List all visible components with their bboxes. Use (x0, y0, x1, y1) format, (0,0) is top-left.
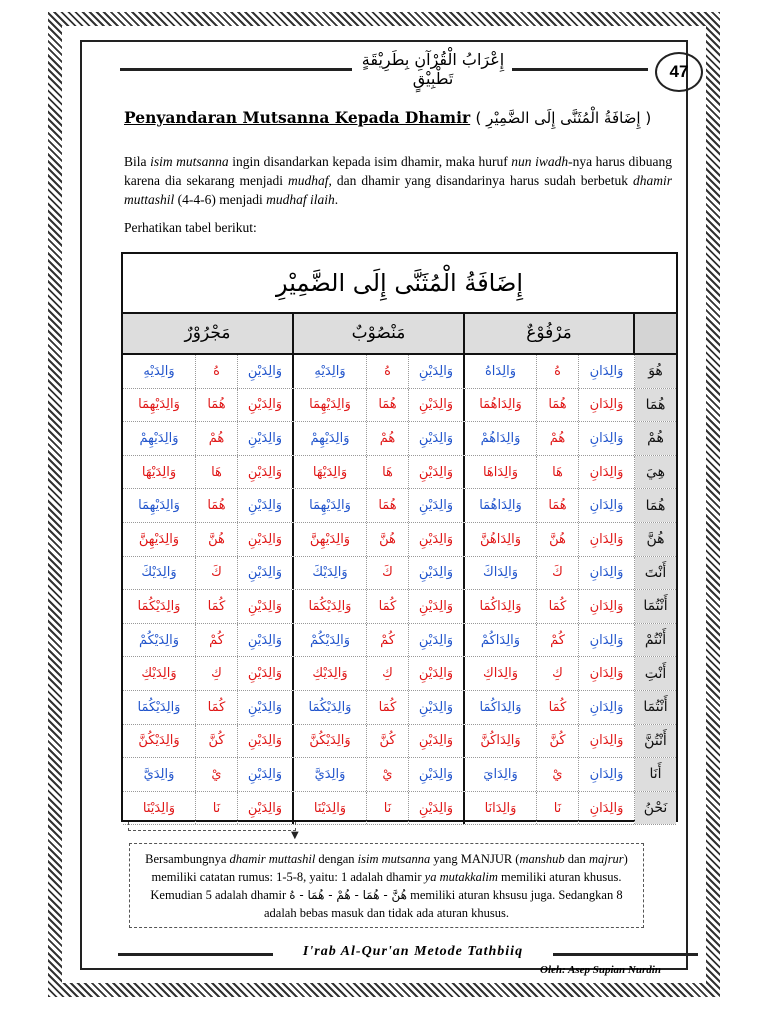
table-cell: هُمَا (537, 489, 579, 522)
table-row (123, 523, 676, 557)
table-cell: هُمْ (537, 422, 579, 455)
table-cell: وَالِدَاهُنَّ (465, 523, 537, 556)
table-cell: وَالِدَانِ (579, 691, 635, 724)
table-cell: وَالِدَيْنِ (409, 624, 465, 657)
table-cell: وَالِدَيْنِ (409, 792, 465, 825)
table-cell: هُنَّ (196, 523, 238, 556)
table-cell: وَالِدَيَّ (123, 758, 196, 791)
table-cell: وَالِدَيْنِ (238, 725, 294, 758)
table-cell: كُمَا (537, 691, 579, 724)
grammar-table (121, 252, 678, 822)
section-heading (124, 108, 684, 127)
pronoun-cell: أَنْتُمَا (635, 691, 676, 724)
para-text: . (334, 192, 339, 207)
group-manshub: مَنْصُوْبٌ (294, 314, 465, 353)
table-row (123, 792, 676, 826)
header-rule-right (512, 68, 648, 71)
pronoun-cell: أَنْتُنَّ (635, 725, 676, 758)
table-cell: وَالِدَيْكَ (294, 557, 367, 590)
table-cell: وَالِدَيْكُمَا (123, 691, 196, 724)
table-cell: وَالِدَيْهِمَا (294, 389, 367, 422)
table-cell: وَالِدَانِ (579, 657, 635, 690)
table-cell: وَالِدَانِ (579, 758, 635, 791)
table-cell: هُمَا (367, 389, 409, 422)
table-cell: هُ (537, 355, 579, 388)
table-cell: نَا (537, 792, 579, 825)
table-cell: وَالِدَيْنِ (238, 792, 294, 825)
para-italic: dhamir muttashil (124, 173, 672, 207)
table-row (123, 657, 676, 691)
table-cell: وَالِدَيْنِ (409, 389, 465, 422)
para-italic: nun iwadh (511, 154, 569, 169)
table-cell: وَالِدَيْهِ (294, 355, 367, 388)
table-cell: نَا (196, 792, 238, 825)
fn-text: memiliki aturan khusus. Kemudian 5 adalah dhamir (150, 870, 622, 902)
table-cell: وَالِدَيْنِ (238, 590, 294, 623)
table-cell: وَالِدَيْنِ (409, 456, 465, 489)
table-cell: يْ (537, 758, 579, 791)
header-bar (120, 50, 650, 90)
table-cell: كَ (367, 557, 409, 590)
table-row (123, 691, 676, 725)
table-cell: هُ (196, 355, 238, 388)
table-cell: كُمْ (537, 624, 579, 657)
table-cell: وَالِدَيْهَا (123, 456, 196, 489)
table-intro: Perhatikan tabel berikut: (124, 220, 257, 235)
table-cell: وَالِدَيْنِ (238, 624, 294, 657)
table-row (123, 557, 676, 591)
para-italic: isim mutsanna (150, 154, 229, 169)
table-cell: وَالِدَيْنِ (409, 523, 465, 556)
pronoun-cell: هُمْ (635, 422, 676, 455)
table-cell: هُنَّ (537, 523, 579, 556)
table-cell: هُنَّ (367, 523, 409, 556)
table-cell: هُمْ (367, 422, 409, 455)
table-cell: وَالِدَيْنِ (238, 657, 294, 690)
table-cell: هُمْ (196, 422, 238, 455)
footer-rule-right (553, 953, 698, 956)
table-cell: هُمَا (196, 389, 238, 422)
table-cell: وَالِدَاكَ (465, 557, 537, 590)
table-cell: وَالِدَيْهَا (294, 456, 367, 489)
pronoun-cell: هُوَ (635, 355, 676, 388)
footer-author: Oleh: Asep Supian Nurdin (540, 964, 661, 976)
table-cell: وَالِدَاكُمْ (465, 624, 537, 657)
table-cell: وَالِدَيْنِ (238, 758, 294, 791)
fn-italic: ya mutakkalim (424, 870, 498, 884)
table-cell: وَالِدَيْنِ (238, 422, 294, 455)
table-cell: وَالِدَاكِ (465, 657, 537, 690)
footer-bar (118, 944, 698, 964)
table-cell: كُمَا (196, 590, 238, 623)
table-row (123, 456, 676, 490)
para-italic: mudhaf (288, 173, 329, 188)
table-cell: كُمَا (196, 691, 238, 724)
fn-arabic: هُنَّ - هُمَا - هُمْ - هُمَا - هُ (289, 888, 407, 902)
table-cell: وَالِدَيْنِ (238, 523, 294, 556)
table-cell: وَالِدَيْنِ (238, 691, 294, 724)
table-row (123, 389, 676, 423)
para-italic: mudhaf ilaih (266, 192, 335, 207)
table-cell: وَالِدَيْهِمْ (123, 422, 196, 455)
fn-text: dan (564, 852, 589, 866)
table-cell: وَالِدَيْهِنَّ (123, 523, 196, 556)
heading-arabic: ( إِضَافَةُ الْمُثَنَّى إِلَى الضَّمِيْرِ ) (475, 109, 652, 127)
table-cell: كِ (367, 657, 409, 690)
fn-italic: manshub (519, 852, 565, 866)
fn-text: ) memiliki catatan rumus: 1-5-8, yaitu: 1 adalah dhamir (151, 852, 628, 884)
table-body (123, 355, 676, 825)
table-cell: يْ (367, 758, 409, 791)
pronoun-cell: أَنَا (635, 758, 676, 791)
table-cell: وَالِدَيْنِ (238, 557, 294, 590)
pronoun-cell: هُمَا (635, 389, 676, 422)
table-cell: وَالِدَيْنِ (409, 590, 465, 623)
table-cell: وَالِدَيْكُمْ (294, 624, 367, 657)
table-cell: وَالِدَيْهِمَا (294, 489, 367, 522)
table-cell: وَالِدَانِ (579, 456, 635, 489)
fn-italic: majrur (588, 852, 624, 866)
table-cell: وَالِدَاهُمْ (465, 422, 537, 455)
fn-text: dengan (315, 852, 358, 866)
fn-text: yang MANJUR ( (430, 852, 520, 866)
page-number: 47 (655, 52, 703, 92)
table-cell: وَالِدَانَا (465, 792, 537, 825)
table-cell: وَالِدَيْنَا (294, 792, 367, 825)
table-cell: وَالِدَانِ (579, 389, 635, 422)
table-cell: وَالِدَيْنِ (409, 725, 465, 758)
table-cell: وَالِدَاكُمَا (465, 691, 537, 724)
pronoun-cell: نَحْنُ (635, 792, 676, 825)
table-cell: وَالِدَيْهِنَّ (294, 523, 367, 556)
table-cell: وَالِدَيْكُنَّ (123, 725, 196, 758)
table-cell: كُمْ (367, 624, 409, 657)
table-row (123, 590, 676, 624)
table-cell: هَا (367, 456, 409, 489)
table-cell: هَا (537, 456, 579, 489)
header-arabic-title: إِعْرَابُ الْقُرْآنِ بِطَرِيْقَةٍ تَطْبِيْقٍ (361, 50, 505, 88)
table-row (123, 422, 676, 456)
pronoun-cell: هُنَّ (635, 523, 676, 556)
table-cell: وَالِدَانِ (579, 725, 635, 758)
group-pronoun-blank (635, 314, 676, 353)
pronoun-cell: أَنْتَ (635, 557, 676, 590)
table-cell: هُ (367, 355, 409, 388)
table-cell: وَالِدَيْكُنَّ (294, 725, 367, 758)
pronoun-cell: هُمَا (635, 489, 676, 522)
table-cell: هُمَا (196, 489, 238, 522)
table-row (123, 758, 676, 792)
table-cell: وَالِدَيْهِمَا (123, 489, 196, 522)
table-cell: وَالِدَيْنِ (409, 557, 465, 590)
heading-latin: Penyandaran Mutsanna Kepada Dhamir (124, 108, 471, 127)
para-text: Bila (124, 154, 151, 169)
table-cell: وَالِدَيْهِمْ (294, 422, 367, 455)
table-cell: وَالِدَانِ (579, 792, 635, 825)
para-text: ingin disandarkan kepada isim dhamir, maka huruf (228, 154, 512, 169)
table-cell: وَالِدَانِ (579, 355, 635, 388)
table-cell: كُنَّ (196, 725, 238, 758)
table-cell: وَالِدَانِ (579, 489, 635, 522)
fn-italic: dhamir muttashil (229, 852, 316, 866)
arrow-down-icon: ▼ (291, 830, 299, 841)
body-paragraph (124, 152, 672, 209)
table-cell: وَالِدَانِ (579, 557, 635, 590)
table-cell: وَالِدَيْكُمَا (294, 691, 367, 724)
table-row (123, 624, 676, 658)
table-cell: وَالِدَاهُمَا (465, 489, 537, 522)
table-cell: وَالِدَيَّ (294, 758, 367, 791)
footer-title: I'rab Al-Qur'an Metode Tathbiiq (302, 944, 524, 959)
table-cell: هُمَا (367, 489, 409, 522)
table-cell: كُنَّ (537, 725, 579, 758)
table-cell: وَالِدَانِ (579, 624, 635, 657)
header-rule-left (120, 68, 352, 71)
table-cell: كِ (196, 657, 238, 690)
table-cell: كُمَا (537, 590, 579, 623)
table-cell: وَالِدَاكُمَا (465, 590, 537, 623)
table-cell: وَالِدَيْهِ (123, 355, 196, 388)
table-cell: وَالِدَيْنِ (238, 355, 294, 388)
fn-text: memiliki aturan khsusu juga. Sedangkan 8 adalah bebas masuk dan tidak ada aturan khusus. (263, 888, 623, 920)
table-title: إِضَافَةُ الْمُثَنَّى إِلَى الضَّمِيْرِ (123, 254, 676, 314)
table-cell: وَالِدَيْكَ (123, 557, 196, 590)
table-cell: كُمَا (367, 691, 409, 724)
table-cell: نَا (367, 792, 409, 825)
table-cell: كُمَا (367, 590, 409, 623)
table-cell: وَالِدَاهُمَا (465, 389, 537, 422)
footer-rule-left (118, 953, 273, 956)
table-row (123, 489, 676, 523)
table-cell: هُمَا (537, 389, 579, 422)
table-group-header (123, 314, 676, 355)
dashed-connector (128, 822, 296, 831)
table-cell: وَالِدَيْنِ (238, 389, 294, 422)
table-cell: وَالِدَاهُ (465, 355, 537, 388)
footnote-box (129, 843, 644, 928)
table-cell: وَالِدَاهَا (465, 456, 537, 489)
table-cell: وَالِدَيْنِ (409, 691, 465, 724)
table-cell: وَالِدَيْنِ (238, 456, 294, 489)
table-cell: وَالِدَيْنِ (409, 657, 465, 690)
table-cell: وَالِدَانِ (579, 523, 635, 556)
fn-italic: isim mutsanna (357, 852, 431, 866)
table-cell: هَا (196, 456, 238, 489)
table-cell: وَالِدَيْنِ (409, 489, 465, 522)
table-cell: يْ (196, 758, 238, 791)
table-cell: وَالِدَيْكُمْ (123, 624, 196, 657)
pronoun-cell: أَنْتِ (635, 657, 676, 690)
fn-text: Bersambungnya (145, 852, 230, 866)
table-cell: كُمْ (196, 624, 238, 657)
table-cell: كَ (537, 557, 579, 590)
table-cell: وَالِدَيْكِ (123, 657, 196, 690)
table-cell: وَالِدَيْهِمَا (123, 389, 196, 422)
table-cell: وَالِدَيْنِ (409, 758, 465, 791)
table-cell: وَالِدَايَ (465, 758, 537, 791)
table-cell: وَالِدَيْكِ (294, 657, 367, 690)
table-cell: وَالِدَيْنِ (238, 489, 294, 522)
pronoun-cell: هِيَ (635, 456, 676, 489)
table-cell: وَالِدَانِ (579, 590, 635, 623)
table-cell: كَ (196, 557, 238, 590)
para-text: , dan dhamir yang disandarinya harus sudah berbetuk (328, 173, 633, 188)
table-row (123, 355, 676, 389)
pronoun-cell: أَنْتُمَا (635, 590, 676, 623)
table-cell: وَالِدَانِ (579, 422, 635, 455)
para-text: -nya harus dibuang karena dia sekarang menjadi (124, 154, 672, 188)
table-cell: وَالِدَيْنِ (409, 422, 465, 455)
table-cell: وَالِدَيْنِ (409, 355, 465, 388)
pronoun-cell: أَنْتُمْ (635, 624, 676, 657)
table-cell: وَالِدَاكُنَّ (465, 725, 537, 758)
table-row (123, 725, 676, 759)
para-text: (4-4-6) menjadi (174, 192, 267, 207)
table-cell: وَالِدَيْنَا (123, 792, 196, 825)
group-majrur: مَجْرُوْرٌ (123, 314, 294, 353)
table-cell: وَالِدَيْكُمَا (294, 590, 367, 623)
group-marfu: مَرْفُوْعٌ (465, 314, 635, 353)
table-cell: كُنَّ (367, 725, 409, 758)
table-cell: كِ (537, 657, 579, 690)
table-cell: وَالِدَيْكُمَا (123, 590, 196, 623)
